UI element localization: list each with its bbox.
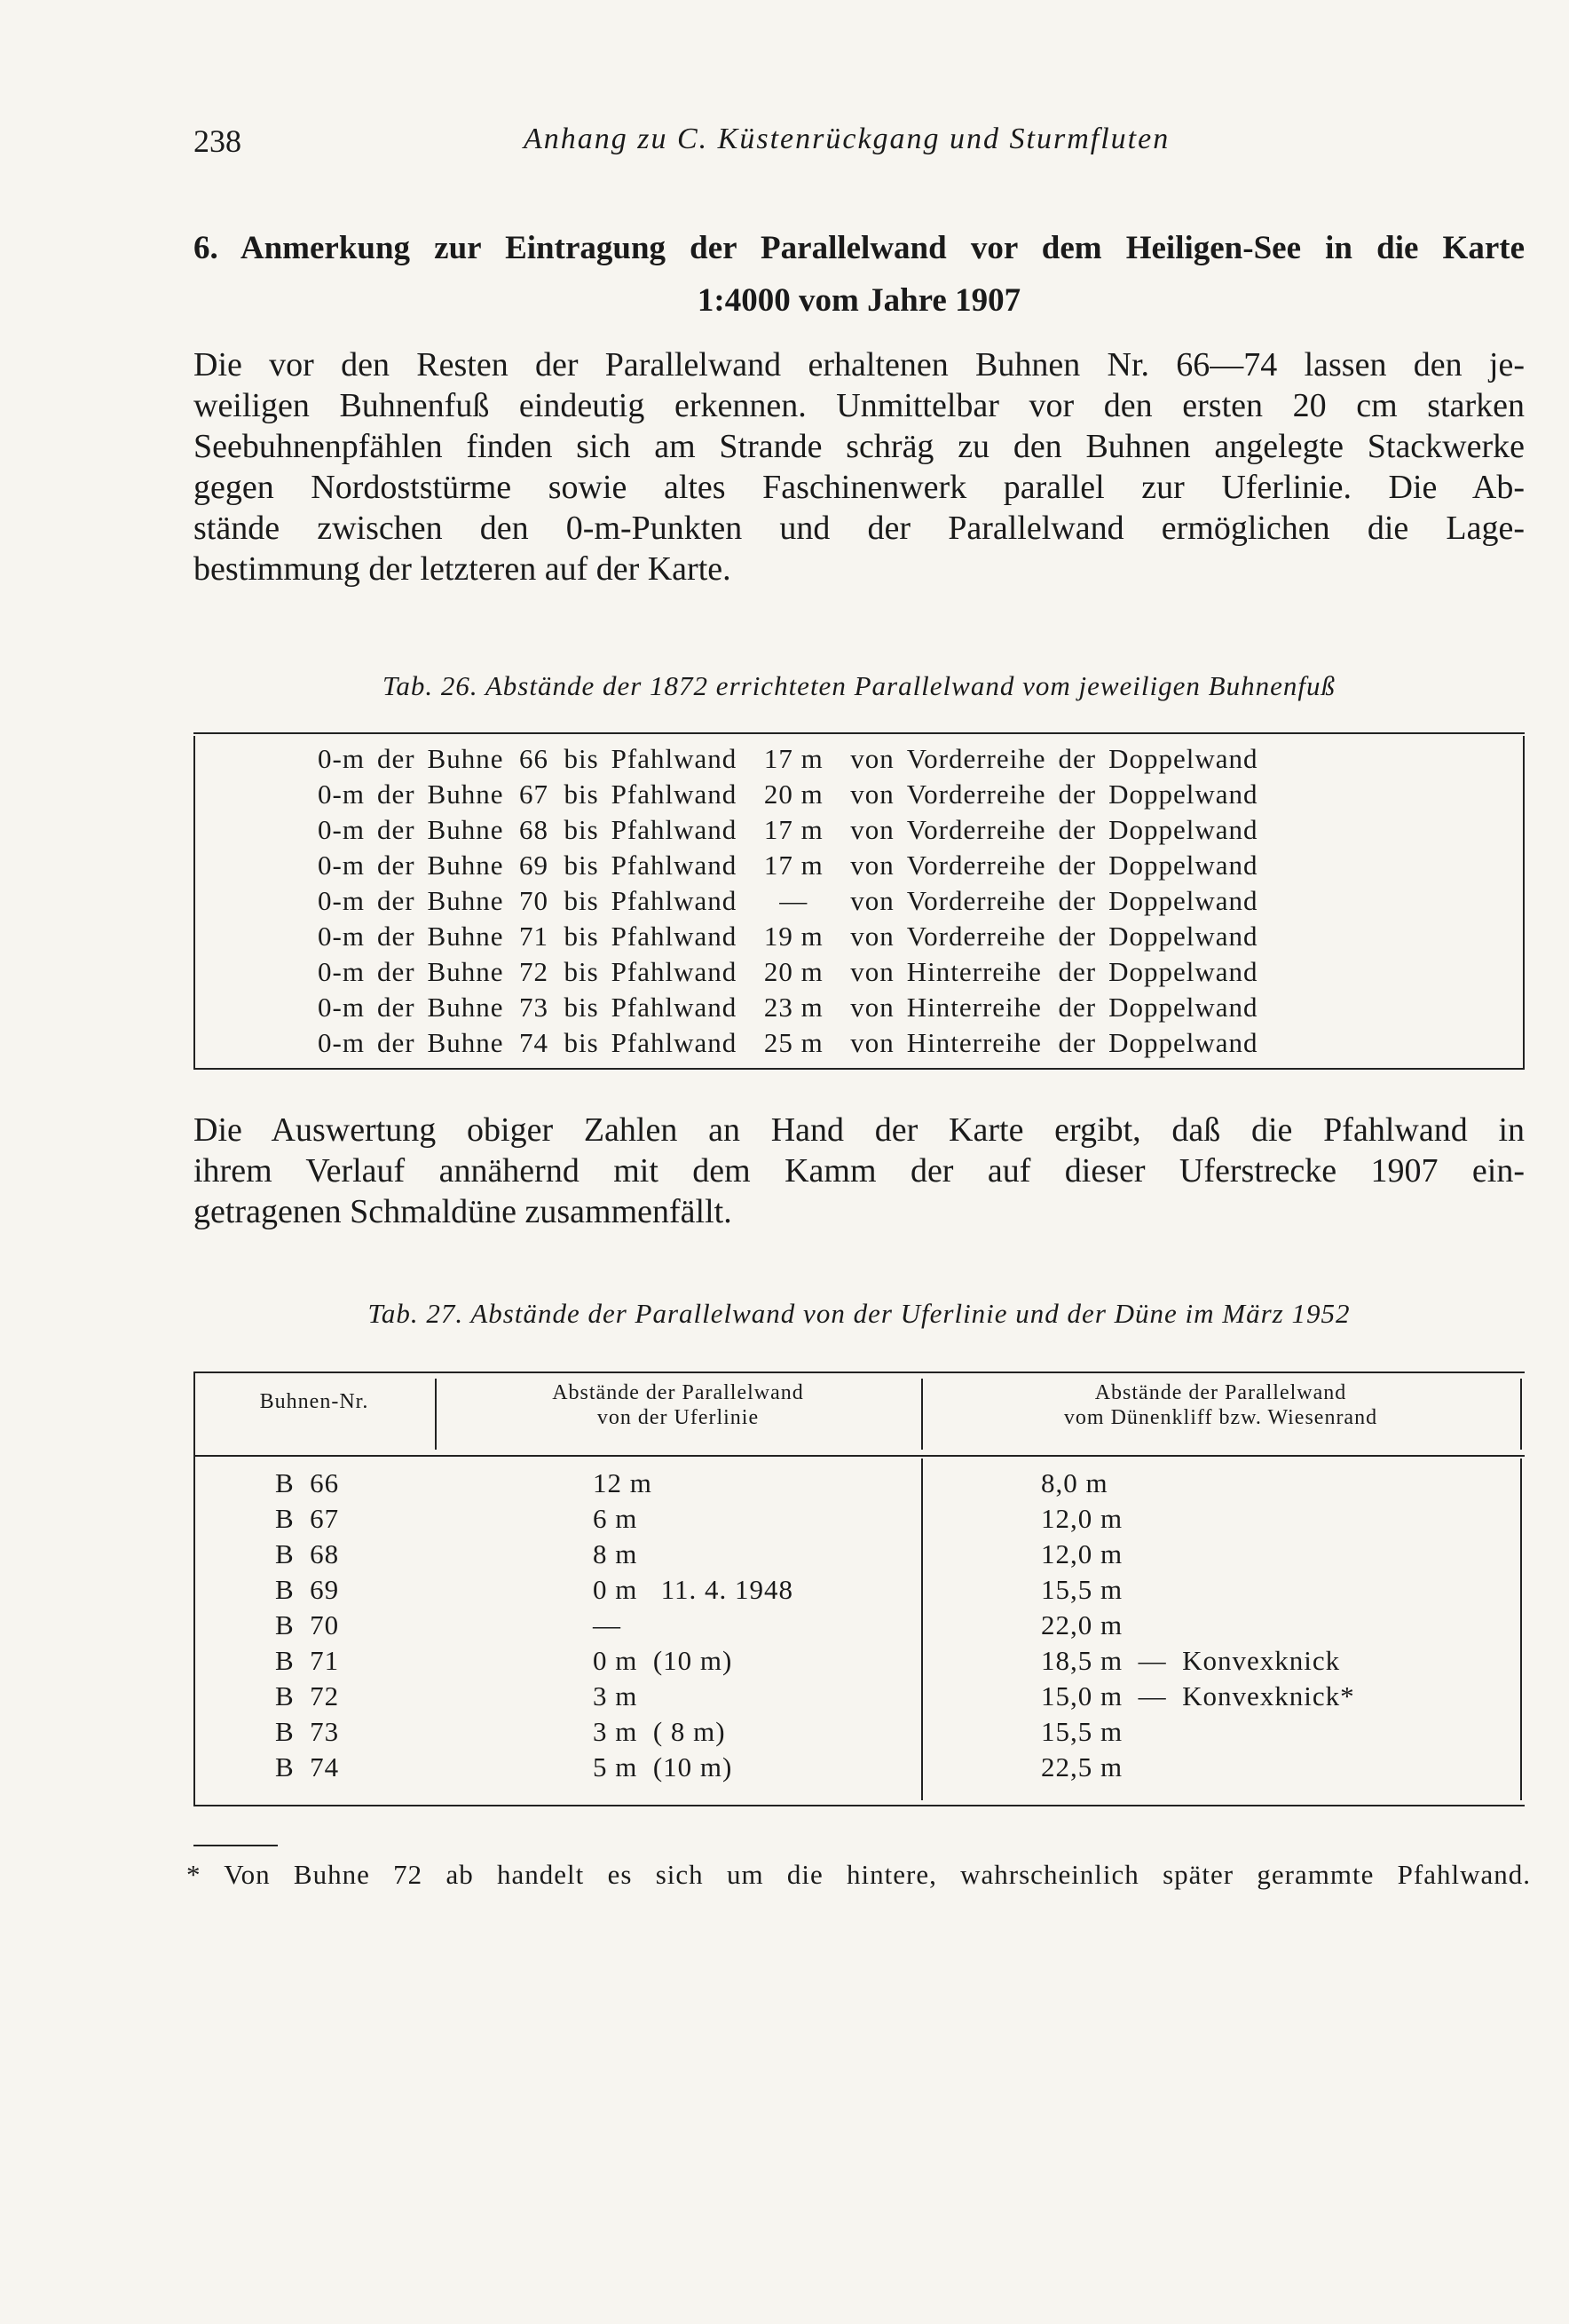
table-cell: 18,5 m — Konvexknick [1041, 1645, 1341, 1676]
table-cell: der [376, 885, 415, 916]
table-cell: 70 [518, 885, 548, 916]
table-cell: der [376, 992, 415, 1023]
table-cell: 22,0 m [1041, 1609, 1124, 1640]
table-cell: 0-m [318, 850, 365, 881]
table-rule [193, 732, 1525, 734]
table-row [193, 1503, 1525, 1538]
table-cell: 73 [518, 992, 548, 1023]
table-cell: B 73 [275, 1716, 340, 1747]
text-line: ihrem Verlauf annähernd mit dem Kamm der auf dieser Uferstrecke 1907 ein- [193, 1152, 1525, 1190]
running-head [193, 123, 1525, 167]
table-cell: B 69 [275, 1574, 340, 1605]
table-cell: Buhne [427, 992, 504, 1023]
table-cell: 68 [518, 814, 548, 845]
table-cell: 0-m [318, 779, 365, 810]
table-cell: Doppelwand [1108, 956, 1258, 987]
section-heading-line: 6. Anmerkung zur Eintragung der Parallelwand vor dem Heiligen-See in die Karte [193, 230, 1525, 266]
table-cell: 0-m [318, 921, 365, 952]
text-line: gegen Nordoststürme sowie altes Faschinenwerk parallel zur Uferlinie. Die Ab- [193, 469, 1525, 506]
table-cell: — [593, 1609, 621, 1640]
table-cell: Buhne [427, 743, 504, 774]
table-cell: 22,5 m [1041, 1751, 1124, 1783]
paragraph-2 [193, 1110, 1525, 1232]
table-cell: 0-m [318, 956, 365, 987]
table-cell: der [376, 779, 415, 810]
table-cell: Doppelwand [1108, 743, 1258, 774]
table-cell: bis [564, 779, 599, 810]
table-cell: 74 [518, 1027, 548, 1058]
table-cell: 66 [518, 743, 548, 774]
table-cell: Doppelwand [1108, 850, 1258, 881]
table-cell: der [1058, 1027, 1097, 1058]
table-cell: 0-m [318, 1027, 365, 1058]
table-cell: bis [564, 1027, 599, 1058]
table-cell: Pfahlwand [611, 814, 737, 845]
table-cell: der [1058, 956, 1097, 987]
table-cell: 0-m [318, 992, 365, 1023]
table-cell: 0-m [318, 814, 365, 845]
table-cell: Buhne [427, 1027, 504, 1058]
table-cell: B 72 [275, 1680, 340, 1711]
table-cell: bis [564, 921, 599, 952]
table-cell: von [850, 779, 895, 810]
table-row [193, 1751, 1525, 1787]
table-cell: 0-m [318, 885, 365, 916]
header-line: von der Uferlinie [596, 1406, 760, 1429]
table-rule [193, 1455, 1525, 1457]
table-cell: Pfahlwand [611, 956, 737, 987]
table-cell: Doppelwand [1108, 1027, 1258, 1058]
column-header-buhnen-nr: Buhnen-Nr. [259, 1390, 369, 1413]
header-line: vom Dünenkliff bzw. Wiesenrand [1063, 1406, 1378, 1429]
table-cell: Hinterreihe [906, 956, 1042, 987]
table-rule [193, 1371, 1525, 1373]
table-cell: Buhne [427, 885, 504, 916]
table-26 [193, 732, 1525, 1070]
table-cell: 12,0 m [1041, 1538, 1124, 1569]
table-row [193, 1645, 1525, 1680]
table-row [193, 1467, 1525, 1503]
table-rule [193, 1068, 1525, 1070]
table-cell: Doppelwand [1108, 814, 1258, 845]
table-cell: 25 m [763, 1027, 824, 1058]
table-cell: von [850, 850, 895, 881]
text-line: weiligen Buhnenfuß eindeutig erkennen. Unmittelbar vor den ersten 20 cm starken [193, 387, 1525, 424]
table-cell: bis [564, 885, 599, 916]
table-cell: 6 m [593, 1503, 638, 1534]
paragraph-1 [193, 344, 1525, 589]
table-row [318, 954, 1271, 990]
footnote: * Von Buhne 72 ab handelt es sich um die hintere, wahrscheinlich später gerammte Pfahlwand. [186, 1859, 1531, 1890]
table-cell: Vorderreihe [906, 885, 1046, 916]
table-26-caption: Tab. 26. Abstände der 1872 errichteten Parallelwand vom jeweiligen Buhnenfuß [382, 670, 1336, 701]
table-cell: 17 m [763, 743, 824, 774]
table-row [318, 777, 1271, 812]
table-row [193, 1609, 1525, 1645]
page-number: 238 [193, 123, 241, 159]
table-cell: 69 [518, 850, 548, 881]
table-cell: von [850, 1027, 895, 1058]
table-cell: 0 m 11. 4. 1948 [593, 1574, 793, 1605]
text-line: bestimmung der letzteren auf der Karte. [193, 550, 731, 588]
table-cell: der [1058, 814, 1097, 845]
table-cell: 23 m [763, 992, 824, 1023]
table-cell: Buhne [427, 814, 504, 845]
table-cell: Pfahlwand [611, 992, 737, 1023]
table-row [193, 1574, 1525, 1609]
table-cell: 20 m [763, 779, 824, 810]
table-cell: 15,5 m [1041, 1716, 1124, 1747]
table-cell: der [1058, 850, 1097, 881]
table-cell: bis [564, 814, 599, 845]
table-rule [193, 1805, 1525, 1806]
table-row [193, 1680, 1525, 1716]
table-cell: 8 m [593, 1538, 638, 1569]
section-heading-line: 1:4000 vom Jahre 1907 [697, 282, 1021, 319]
table-cell: 5 m (10 m) [593, 1751, 733, 1783]
text-line: getragenen Schmaldüne zusammenfällt. [193, 1193, 732, 1230]
table-cell: B 70 [275, 1609, 340, 1640]
table-row [318, 883, 1271, 919]
table-cell: der [1058, 743, 1097, 774]
table-cell: bis [564, 992, 599, 1023]
table-cell: der [376, 743, 415, 774]
table-26-body [318, 741, 1271, 1061]
table-cell: der [1058, 885, 1097, 916]
table-cell: 8,0 m [1041, 1467, 1108, 1498]
table-row [318, 848, 1271, 883]
table-row [193, 1716, 1525, 1751]
table-cell: der [376, 850, 415, 881]
table-border [193, 736, 195, 1070]
table-cell: Pfahlwand [611, 885, 737, 916]
table-cell: 3 m ( 8 m) [593, 1716, 726, 1747]
table-cell: der [376, 1027, 415, 1058]
table-cell: 17 m [763, 850, 824, 881]
table-cell: von [850, 814, 895, 845]
text-line: Die vor den Resten der Parallelwand erhaltenen Buhnen Nr. 66—74 lassen den je- [193, 346, 1525, 383]
table-cell: B 66 [275, 1467, 340, 1498]
table-cell: von [850, 956, 895, 987]
table-27 [193, 1371, 1525, 1806]
table-cell: Buhne [427, 850, 504, 881]
table-cell: Hinterreihe [906, 992, 1042, 1023]
table-cell: Vorderreihe [906, 850, 1046, 881]
table-cell: von [850, 992, 895, 1023]
table-cell: B 71 [275, 1645, 340, 1676]
table-cell: 0-m [318, 743, 365, 774]
table-cell: Doppelwand [1108, 921, 1258, 952]
table-cell: von [850, 921, 895, 952]
table-cell: 15,5 m [1041, 1574, 1124, 1605]
table-cell: B 68 [275, 1538, 340, 1569]
table-cell: 12 m [593, 1467, 652, 1498]
table-cell: Pfahlwand [611, 850, 737, 881]
table-cell: Pfahlwand [611, 921, 737, 952]
table-border [1523, 736, 1525, 1070]
table-cell: der [376, 921, 415, 952]
table-row [318, 741, 1271, 777]
running-title: Anhang zu C. Küstenrückgang und Sturmfluten [524, 123, 1171, 155]
table-cell: Vorderreihe [906, 779, 1046, 810]
table-cell: Doppelwand [1108, 992, 1258, 1023]
table-cell: 17 m [763, 814, 824, 845]
table-cell: der [376, 814, 415, 845]
table-cell: bis [564, 743, 599, 774]
table-cell: 0 m (10 m) [593, 1645, 733, 1676]
table-cell: der [1058, 779, 1097, 810]
table-cell: 20 m [763, 956, 824, 987]
table-row [318, 990, 1271, 1025]
table-cell: Buhne [427, 956, 504, 987]
table-cell: 71 [518, 921, 548, 952]
column-header-duene [921, 1380, 1520, 1430]
table-cell: 15,0 m — Konvexknick* [1041, 1680, 1355, 1711]
table-cell: B 74 [275, 1751, 340, 1783]
table-cell: Buhne [427, 779, 504, 810]
table-cell: 67 [518, 779, 548, 810]
footnote-rule [193, 1845, 278, 1846]
section-heading [193, 222, 1525, 327]
table-27-caption: Tab. 27. Abstände der Parallelwand von der Uferlinie und der Düne im März 1952 [367, 1298, 1351, 1329]
table-cell: Buhne [427, 921, 504, 952]
table-cell: — [779, 885, 808, 916]
table-cell: Pfahlwand [611, 743, 737, 774]
text-line: stände zwischen den 0-m-Punkten und der Parallelwand ermöglichen die Lage- [193, 510, 1525, 547]
table-cell: der [1058, 921, 1097, 952]
table-cell: Doppelwand [1108, 779, 1258, 810]
table-cell: Vorderreihe [906, 921, 1046, 952]
table-cell: Doppelwand [1108, 885, 1258, 916]
table-cell: 3 m [593, 1680, 638, 1711]
table-cell: Vorderreihe [906, 743, 1046, 774]
column-header-uferlinie [435, 1380, 921, 1430]
table-cell: 19 m [763, 921, 824, 952]
table-cell: der [1058, 992, 1097, 1023]
table-cell: Hinterreihe [906, 1027, 1042, 1058]
table-row [318, 1025, 1271, 1061]
table-border [1520, 1379, 1522, 1450]
table-cell: 12,0 m [1041, 1503, 1124, 1534]
table-cell: 72 [518, 956, 548, 987]
table-cell: bis [564, 850, 599, 881]
text-line: Die Auswertung obiger Zahlen an Hand der Karte ergibt, daß die Pfahlwand in [193, 1111, 1525, 1149]
header-line: Abstände der Parallelwand [1094, 1381, 1347, 1404]
table-cell: bis [564, 956, 599, 987]
table-cell: B 67 [275, 1503, 340, 1534]
table-row [318, 812, 1271, 848]
text-line: Seebuhnenpfählen finden sich am Strande schräg zu den Buhnen angelegte Stackwerke [193, 428, 1525, 465]
table-row [193, 1538, 1525, 1574]
table-cell: Pfahlwand [611, 1027, 737, 1058]
header-line: Abstände der Parallelwand [552, 1381, 804, 1404]
table-cell: Vorderreihe [906, 814, 1046, 845]
table-cell: von [850, 743, 895, 774]
table-cell: von [850, 885, 895, 916]
table-cell: Pfahlwand [611, 779, 737, 810]
table-row [318, 919, 1271, 954]
table-cell: der [376, 956, 415, 987]
